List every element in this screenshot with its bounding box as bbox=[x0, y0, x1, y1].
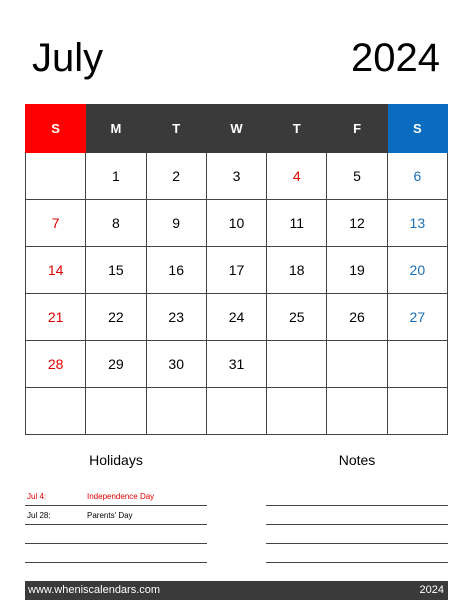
weekday-sunday: S bbox=[26, 105, 86, 153]
note-line bbox=[266, 525, 448, 544]
holidays-title: Holidays bbox=[89, 452, 143, 468]
week-row bbox=[26, 294, 448, 341]
day-cell bbox=[26, 388, 86, 435]
notes-title: Notes bbox=[338, 452, 376, 468]
holiday-blank-line bbox=[25, 563, 207, 582]
holiday-blank-line bbox=[25, 525, 207, 544]
day-cell: 9 bbox=[146, 200, 206, 247]
day-cell: 20 bbox=[387, 247, 447, 294]
note-line bbox=[266, 544, 448, 563]
day-cell bbox=[387, 341, 447, 388]
day-cell: 29 bbox=[86, 341, 146, 388]
week-row bbox=[26, 341, 448, 388]
week-row bbox=[26, 388, 448, 435]
weekday-header-row bbox=[26, 105, 448, 153]
day-cell: 11 bbox=[267, 200, 327, 247]
weekday-monday: M bbox=[86, 105, 146, 153]
day-cell: 23 bbox=[146, 294, 206, 341]
day-cell bbox=[146, 388, 206, 435]
day-cell-holiday: 4 bbox=[267, 153, 327, 200]
footer-bar bbox=[25, 581, 448, 600]
day-cell: 7 bbox=[26, 200, 86, 247]
day-cell: 31 bbox=[206, 341, 266, 388]
day-cell: 16 bbox=[146, 247, 206, 294]
weekday-thursday: T bbox=[267, 105, 327, 153]
day-cell: 2 bbox=[146, 153, 206, 200]
holiday-name: Parents' Day bbox=[87, 511, 133, 520]
day-cell: 3 bbox=[206, 153, 266, 200]
day-cell: 1 bbox=[86, 153, 146, 200]
note-line bbox=[266, 506, 448, 525]
day-cell bbox=[387, 388, 447, 435]
day-cell bbox=[327, 341, 387, 388]
day-cell bbox=[267, 341, 327, 388]
day-cell: 26 bbox=[327, 294, 387, 341]
holiday-item bbox=[25, 487, 207, 506]
weekday-tuesday: T bbox=[146, 105, 206, 153]
holiday-name: Independence Day bbox=[87, 492, 155, 501]
day-cell bbox=[267, 388, 327, 435]
day-cell: 18 bbox=[267, 247, 327, 294]
day-cell: 8 bbox=[86, 200, 146, 247]
holiday-date: Jul 4: bbox=[27, 492, 47, 501]
day-cell: 13 bbox=[387, 200, 447, 247]
day-cell: 12 bbox=[327, 200, 387, 247]
day-cell: 5 bbox=[327, 153, 387, 200]
day-cell-holiday: 28 bbox=[26, 341, 86, 388]
day-cell: 6 bbox=[387, 153, 447, 200]
calendar-grid bbox=[25, 104, 448, 435]
week-row bbox=[26, 247, 448, 294]
note-line bbox=[266, 487, 448, 506]
holiday-date: Jul 28: bbox=[27, 511, 51, 520]
day-cell: 10 bbox=[206, 200, 266, 247]
day-cell: 25 bbox=[267, 294, 327, 341]
day-cell: 15 bbox=[86, 247, 146, 294]
notes-lines bbox=[266, 487, 448, 582]
footer-url: www.wheniscalendars.com bbox=[28, 584, 161, 596]
weekday-friday: F bbox=[327, 105, 387, 153]
weekday-saturday: S bbox=[387, 105, 447, 153]
day-cell: 27 bbox=[387, 294, 447, 341]
weekday-wednesday: W bbox=[206, 105, 266, 153]
day-cell bbox=[86, 388, 146, 435]
day-cell bbox=[206, 388, 266, 435]
holidays-list bbox=[25, 487, 207, 582]
day-cell: 30 bbox=[146, 341, 206, 388]
day-cell: 14 bbox=[26, 247, 86, 294]
note-line bbox=[266, 563, 448, 582]
day-cell: 24 bbox=[206, 294, 266, 341]
day-cell: 19 bbox=[327, 247, 387, 294]
day-cell: 22 bbox=[86, 294, 146, 341]
year-title: 2024 bbox=[351, 36, 440, 80]
month-title: July bbox=[32, 36, 104, 80]
holiday-item bbox=[25, 506, 207, 525]
footer-year: 2024 bbox=[419, 584, 444, 596]
week-row bbox=[26, 200, 448, 247]
day-cell: 21 bbox=[26, 294, 86, 341]
day-cell bbox=[26, 153, 86, 200]
holiday-blank-line bbox=[25, 544, 207, 563]
day-cell bbox=[327, 388, 387, 435]
day-cell: 17 bbox=[206, 247, 266, 294]
week-row bbox=[26, 153, 448, 200]
